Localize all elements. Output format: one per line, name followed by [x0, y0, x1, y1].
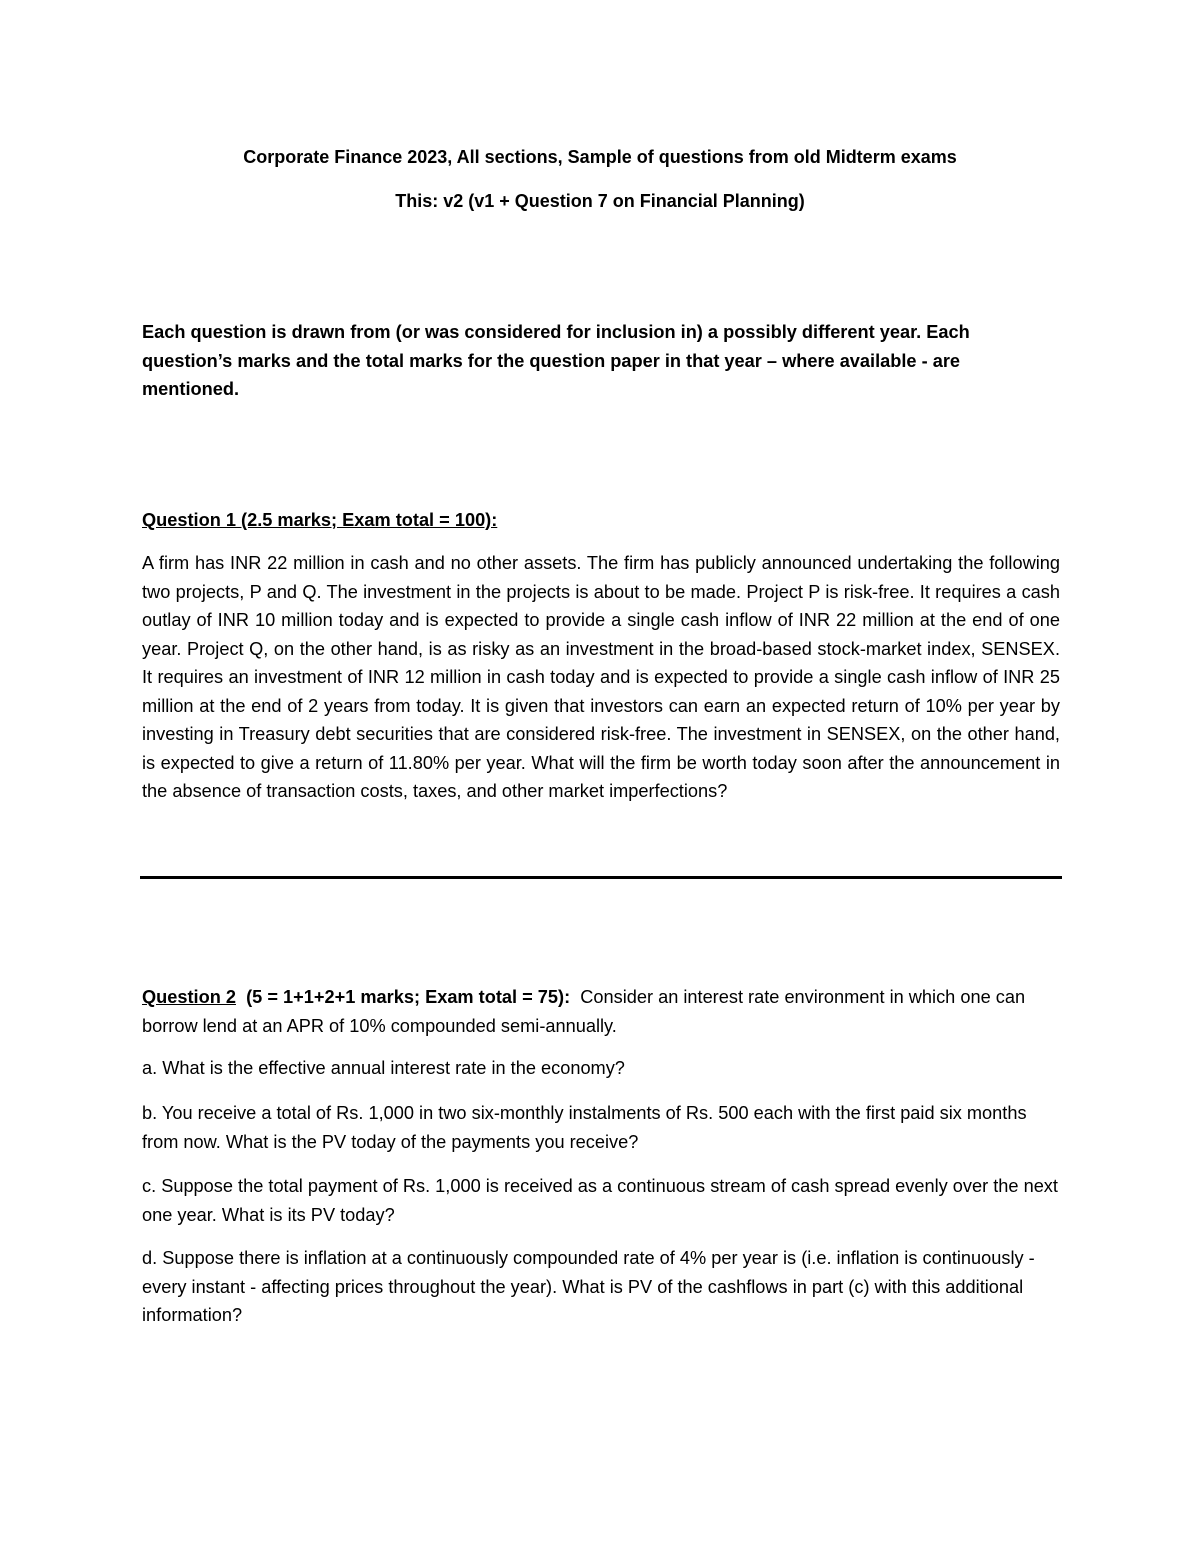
question-2-part-c: c. Suppose the total payment of Rs. 1,000 is received as a continuous stream of cash spread evenly over the next one year. What is its PV today? — [142, 1176, 1058, 1225]
question-2-part-a: a. What is the effective annual interest rate in the economy? — [142, 1058, 625, 1078]
section-divider — [140, 876, 1062, 879]
question-2-intro — [142, 983, 1060, 1040]
document-title: Corporate Finance 2023, All sections, Sample of questions from old Midterm exams — [243, 147, 957, 167]
question-2-part-d: d. Suppose there is inflation at a continuously compounded rate of 4% per year is (i.e. inflation is continuously - every instant - affecting prices throughout the year). What is PV of the cashflows in part (c) with this additional information? — [142, 1248, 1035, 1325]
question-1-body: A firm has INR 22 million in cash and no other assets. The firm has publicly announced undertaking the following two projects, P and Q. The investment in the projects is about to be made. Project P is risk-free. It requires a cash outlay of INR 10 million today and is expected to provide a single cash inflow of INR 22 million at the end of one year. Project Q, on the other hand, is as risky as an investment in the broad-based stock-market index, SENSEX. It requires an investment of INR 12 million in cash today and is expected to provide a single cash inflow of INR 25 million at the end of 2 years from today. It is given that investors can earn an expected return of 10% per year by investing in Treasury debt securities that are considered risk-free. The investment in SENSEX, on the other hand, is expected to give a return of 11.80% per year. What will the firm be worth today soon after the announcement in the absence of transaction costs, taxes, and other market imperfections? — [142, 553, 1060, 801]
question-2-part-b: b. You receive a total of Rs. 1,000 in two six-monthly instalments of Rs. 500 each with the first paid six months from now. What is the PV today of the payments you receive? — [142, 1103, 1027, 1152]
question-1-label: Question 1 (2.5 marks; Exam total = 100): — [142, 510, 498, 530]
document-subtitle: This: v2 (v1 + Question 7 on Financial Planning) — [395, 191, 805, 211]
question-1-heading — [142, 506, 1060, 535]
intro-paragraph: Each question is drawn from (or was considered for inclusion in) a possibly different year. Each question’s marks and the total marks for the question paper in that year – where available - are mentioned. — [142, 322, 970, 399]
question-2-text: Consider an interest rate environment in which one can borrow lend at an APR of 10% compounded semi-annually. — [142, 987, 1026, 1036]
question-2-label: Question 2 — [142, 987, 236, 1007]
question-2-marks: (5 = 1+1+2+1 marks; Exam total = 75): — [246, 987, 571, 1007]
